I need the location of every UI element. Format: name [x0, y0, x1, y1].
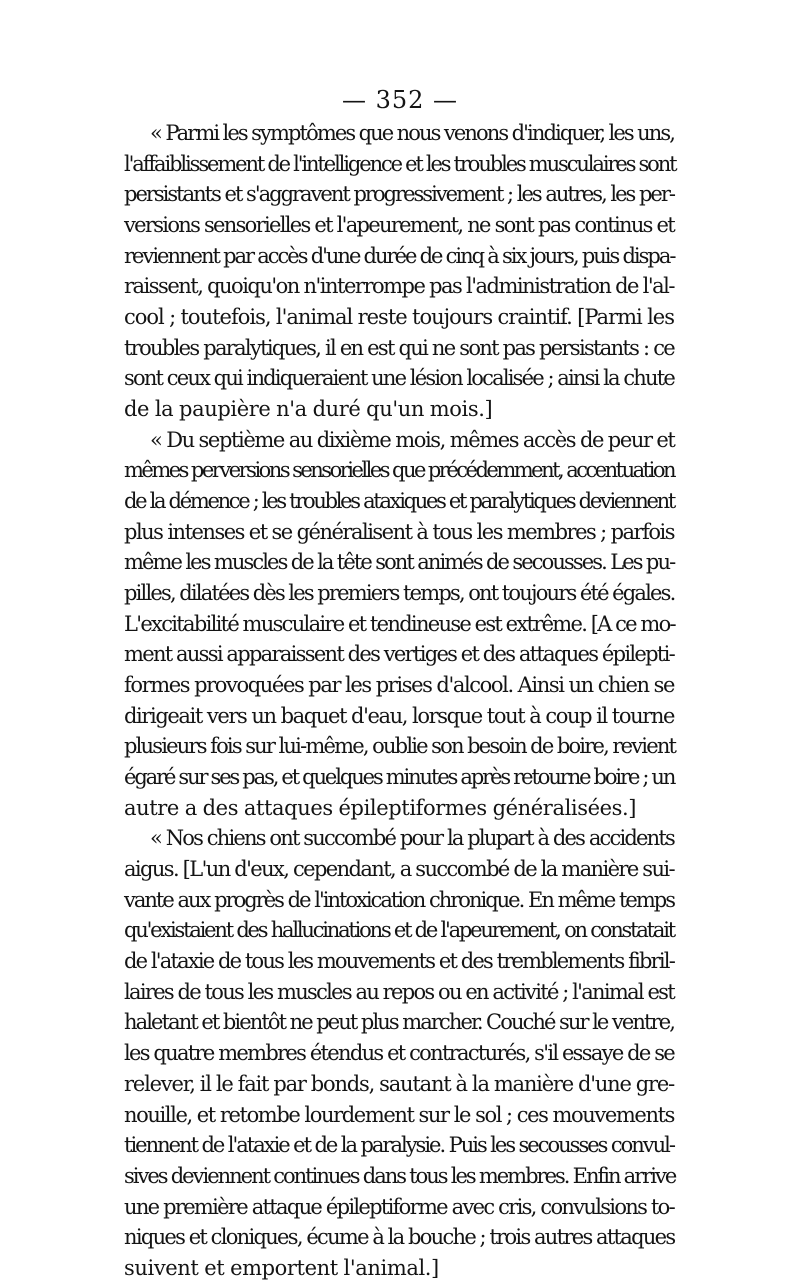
text-line: autre a des attaques épileptiformes généralisées.]: [124, 795, 637, 820]
text-line: aigus. [L'un d'eux, cependant, a succombé de la manière sui-: [124, 857, 674, 882]
text-line: ment aussi apparaissent des vertiges et des attaques épilepti-: [124, 642, 674, 667]
text-line: L'excitabilité musculaire et tendineuse est extrême. [A ce mo-: [124, 611, 675, 636]
text-line: nouille, et retombe lourdement sur le sol ; ces mouvements: [124, 1102, 674, 1127]
text-line: qu'existaient des hallucinations et de l'apeurement, on constatait: [124, 918, 674, 943]
text-line: tiennent de l'ataxie et de la paralysie. Puis les secousses convul-: [124, 1133, 674, 1158]
text-line: même les muscles de la tête sont animés de secousses. Les pu-: [124, 550, 675, 575]
text-line: « Du septième au dixième mois, mêmes accès de peur et: [150, 427, 675, 452]
text-line: persistants et s'aggravent progressivement ; les autres, les per-: [124, 182, 674, 207]
text-line: troubles paralytiques, il en est qui ne sont pas persistants : ce: [124, 335, 674, 360]
text-line: mêmes perversions sensorielles que précédemment, accentuation: [124, 458, 674, 483]
text-line: les quatre membres étendus et contracturés, s'il essaye de se: [124, 1041, 674, 1066]
text-line: vante aux progrès de l'intoxication chronique. En même temps: [124, 887, 674, 912]
text-line: une première attaque épileptiforme avec cris, convulsions to-: [124, 1194, 674, 1219]
text-line: laires de tous les muscles au repos ou en activité ; l'animal est: [124, 979, 674, 1004]
text-line: « Nos chiens ont succombé pour la plupart à des accidents: [150, 826, 674, 851]
text-line: égaré sur ses pas, et quelques minutes après retourne boire ; un: [124, 765, 675, 790]
text-line: l'affaiblissement de l'intelligence et les troubles musculaires sont: [124, 151, 676, 176]
text-line: reviennent par accès d'une durée de cinq à six jours, puis dispa-: [124, 243, 675, 268]
text-line: versions sensorielles et l'apeurement, ne sont pas continus et: [124, 213, 674, 238]
text-line: plus intenses et se généralisent à tous les membres ; parfois: [124, 519, 674, 544]
text-line: relever, il le fait par bonds, sautant à la manière d'une gre-: [124, 1071, 674, 1096]
text-line: cool ; toutefois, l'animal reste toujours craintif. [Parmi les: [124, 305, 674, 330]
text-line: suivent et emportent l'animal.]: [124, 1255, 439, 1280]
text-line: « Parmi les symptômes que nous venons d'indiquer, les uns,: [150, 121, 674, 145]
text-line: de la paupière n'a duré qu'un mois.]: [124, 397, 493, 422]
text-line: dirigeait vers un baquet d'eau, lorsque tout à coup il tourne: [124, 703, 674, 728]
text-line: de la démence ; les troubles ataxiques et paralytiques deviennent: [124, 489, 674, 514]
text-line: niques et cloniques, écume à la bouche ; trois autres attaques: [124, 1225, 675, 1250]
text-line: de l'ataxie de tous les mouvements et des tremblements fibril-: [124, 949, 674, 974]
text-line: raissent, quoiqu'on n'interrompe pas l'administration de l'al-: [124, 274, 674, 299]
body-text: [124, 118, 674, 1284]
text-line: formes provoquées par les prises d'alcool. Ainsi un chien se: [124, 673, 674, 698]
text-line: plusieurs fois sur lui-même, oublie son besoin de boire, revient: [124, 734, 676, 759]
text-line: sives deviennent continues dans tous les membres. Enfin arrive: [124, 1163, 676, 1188]
text-line: pilles, dilatées dès les premiers temps, ont toujours été égales.: [124, 581, 675, 606]
page-number: — 352 —: [341, 86, 459, 114]
text-line: sont ceux qui indiqueraient une lésion localisée ; ainsi la chute: [124, 366, 674, 391]
text-line: haletant et bientôt ne peut plus marcher. Couché sur le ventre,: [124, 1010, 674, 1035]
